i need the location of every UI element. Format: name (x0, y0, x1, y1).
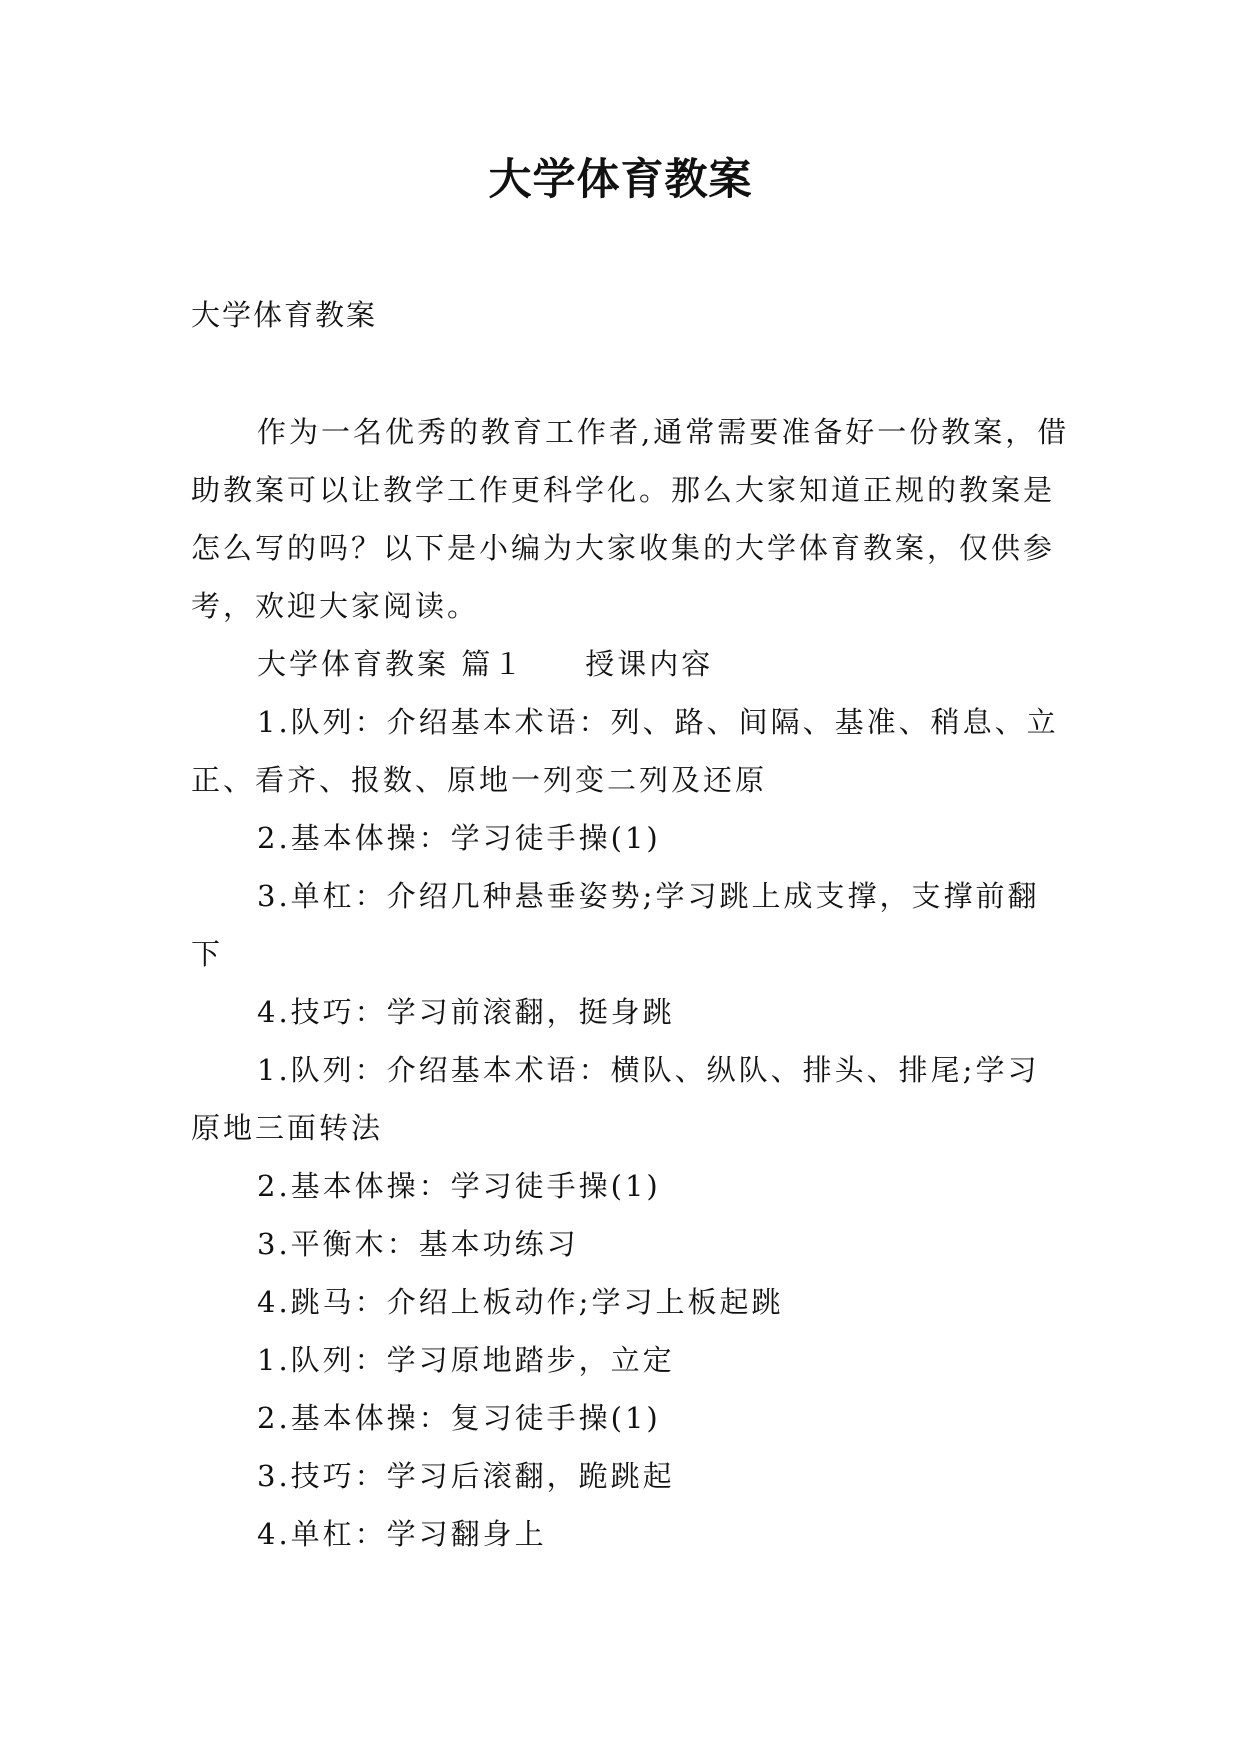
list-item: 4.技巧：学习前滚翻，挺身跳 (257, 995, 675, 1029)
section-heading: 大学体育教案 篇１ (257, 647, 526, 681)
list-item: 2.基本体操：复习徒手操(1) (257, 1401, 661, 1435)
document-subtitle: 大学体育教案 (191, 298, 378, 332)
list-item: 1.队列：介绍基本术语：横队、纵队、排头、排尾;学习原地三面转法 (191, 1053, 1040, 1145)
list-item: 3.平衡木：基本功练习 (257, 1227, 579, 1261)
list-item: 1.队列：介绍基本术语：列、路、间隔、基准、稍息、立正、看齐、报数、原地一列变二列及还原 (191, 705, 1059, 797)
list-item: 4.跳马：介绍上板动作;学习上板起跳 (257, 1285, 784, 1319)
list-item: 3.技巧：学习后滚翻，跪跳起 (257, 1459, 675, 1493)
list-item: 2.基本体操：学习徒手操(1) (257, 821, 661, 855)
section-heading-row (191, 635, 1071, 693)
section-label: 授课内容 (585, 647, 714, 681)
list-item: 4.单杠：学习翻身上 (257, 1517, 547, 1551)
list-item: 2.基本体操：学习徒手操(1) (257, 1169, 661, 1203)
list-item: 1.队列：学习原地踏步，立定 (257, 1343, 675, 1377)
document-title: 大学体育教案 (488, 155, 753, 205)
intro-paragraph: 作为一名优秀的教育工作者,通常需要准备好一份教案，借助教案可以让教学工作更科学化。那么大家知道正规的教案是怎么写的吗？以下是小编为大家收集的大学体育教案，仅供参考，欢迎大家阅读。 (191, 415, 1070, 623)
document-body (191, 403, 1071, 1563)
list-item: 3.单杠：介绍几种悬垂姿势;学习跳上成支撑，支撑前翻下 (191, 879, 1040, 971)
